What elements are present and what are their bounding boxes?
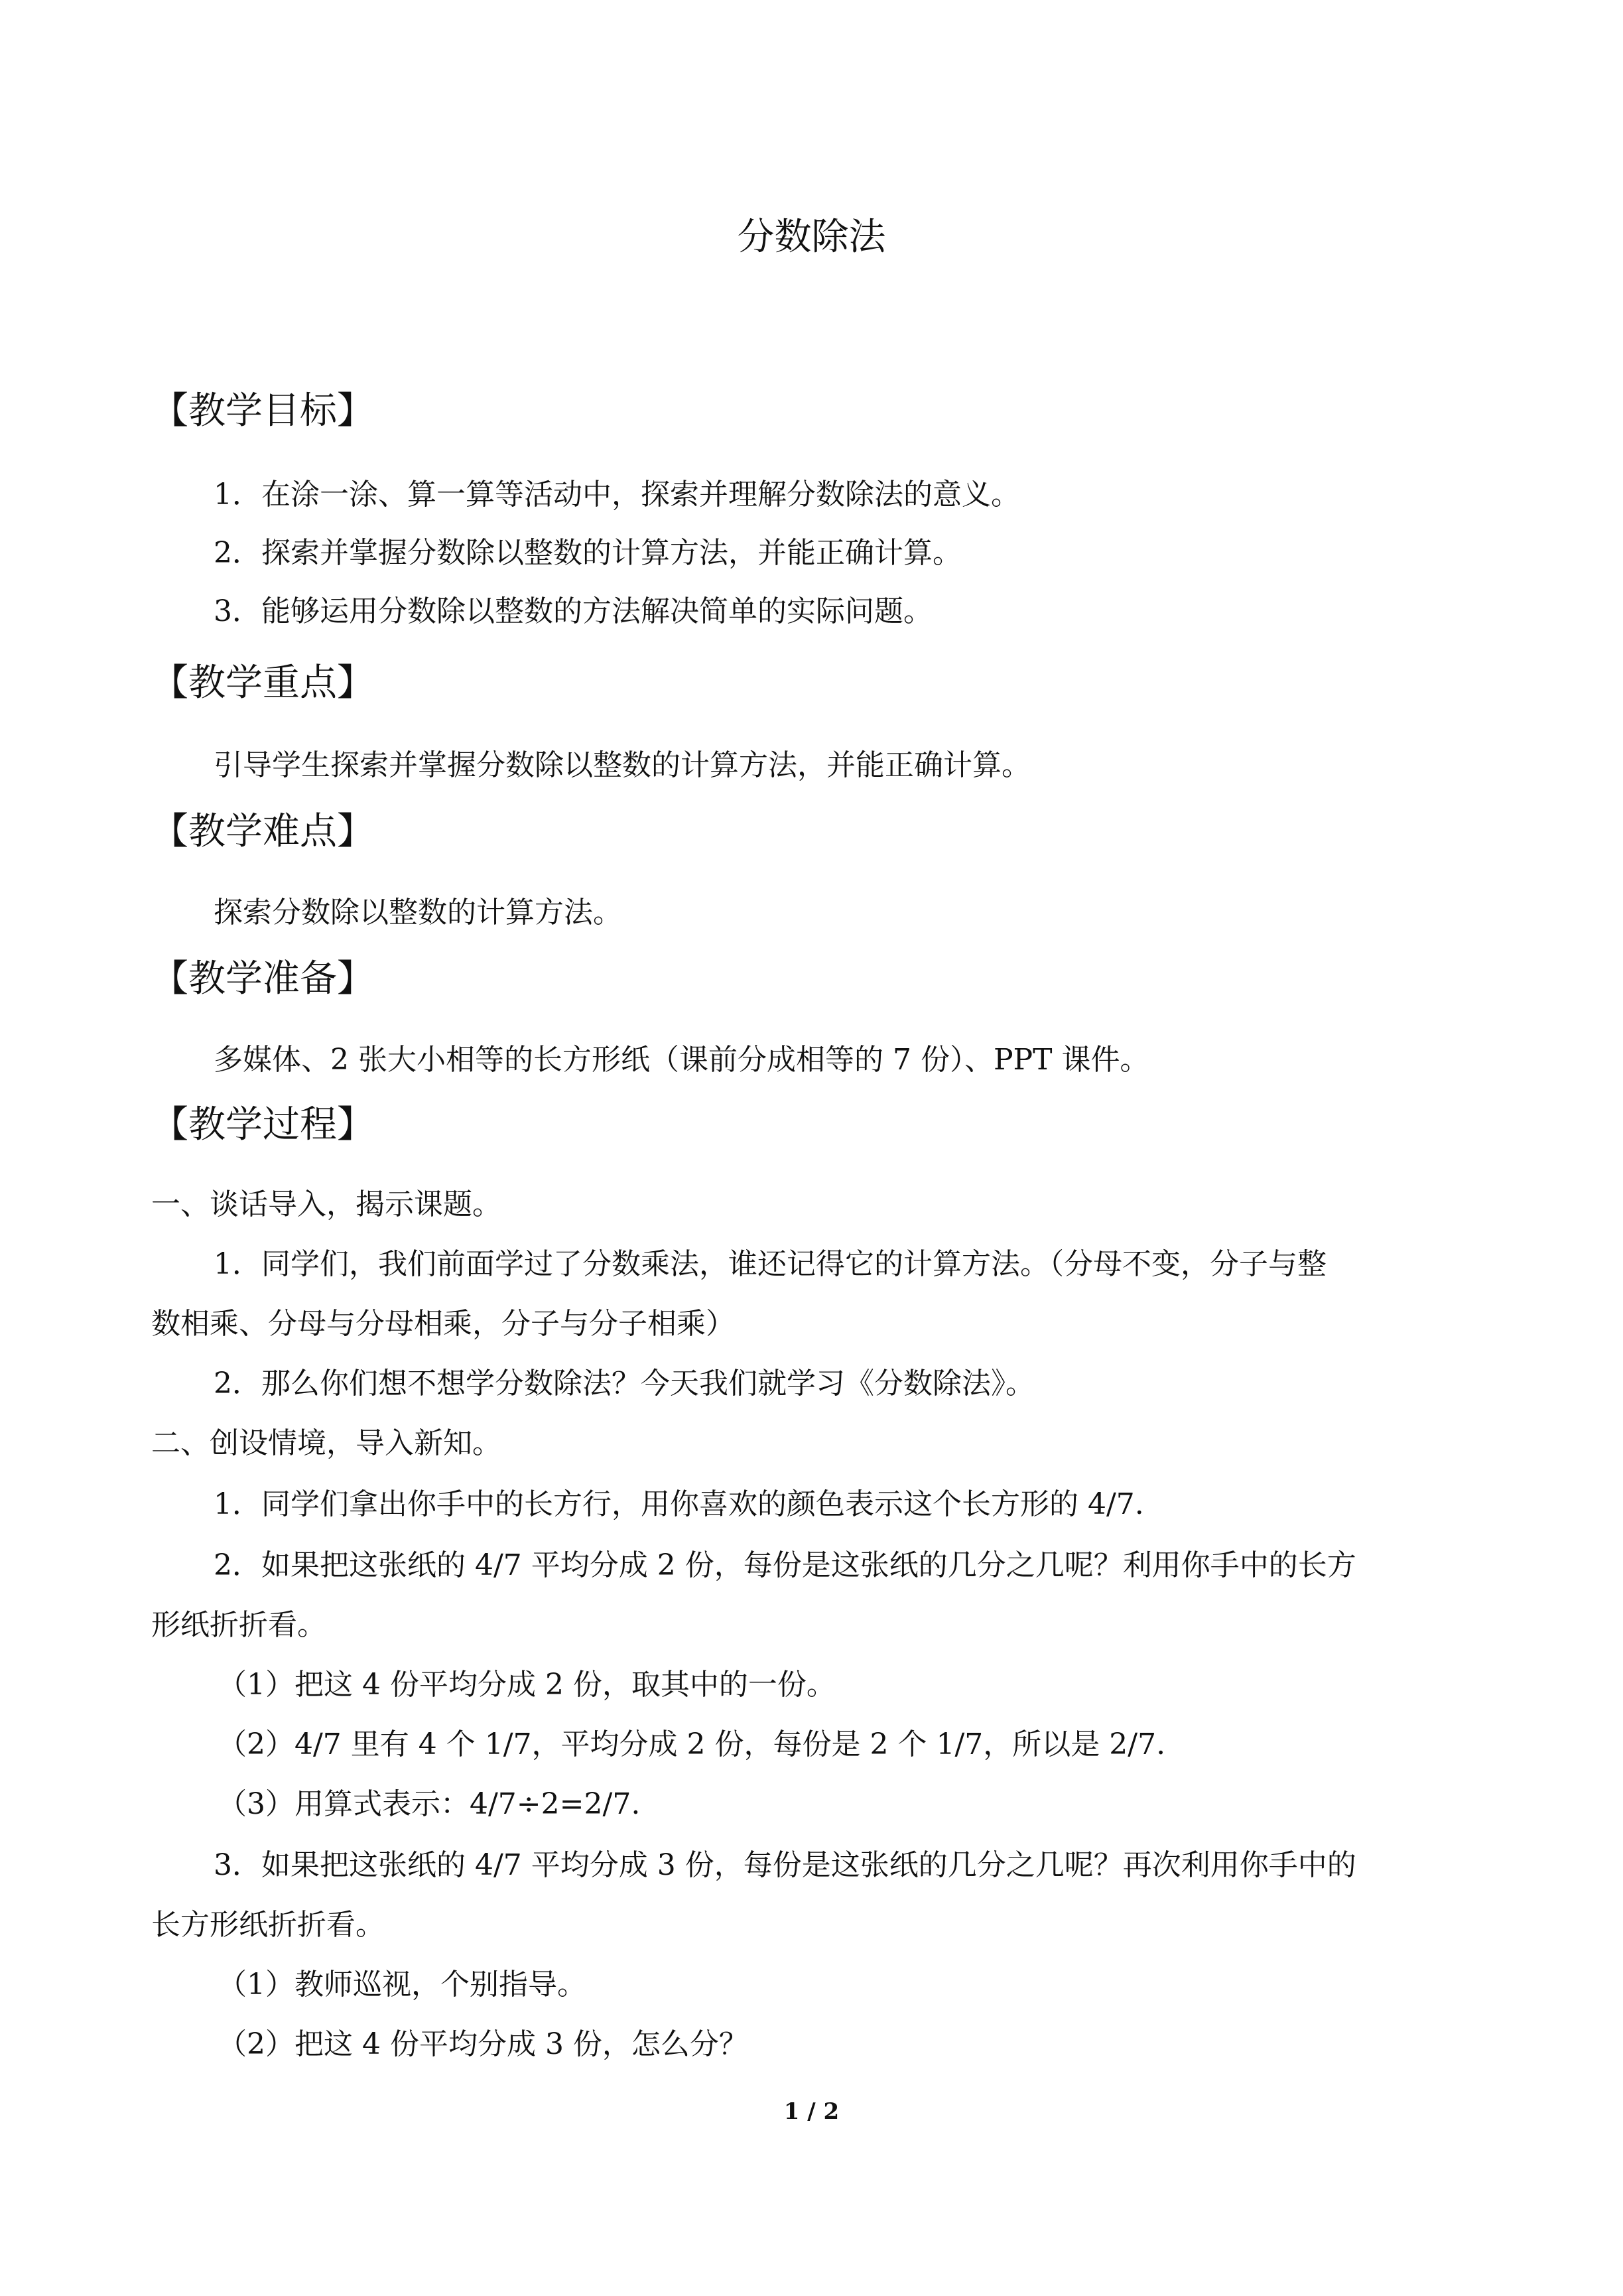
process-item-continuation: 数相乘、分母与分母相乘，分子与分子相乘） bbox=[151, 1307, 735, 1341]
section-heading-key: 【教学重点】 bbox=[151, 661, 374, 705]
process-part-title: 一、谈话导入，揭示课题。 bbox=[151, 1187, 501, 1221]
difficulty-text: 探索分数除以整数的计算方法。 bbox=[214, 896, 622, 929]
process-item-continuation: 形纸折折看。 bbox=[151, 1608, 326, 1642]
section-heading-process: 【教学过程】 bbox=[151, 1103, 374, 1146]
process-subitem: （3）用算式表示：4/7÷2=2/7. bbox=[218, 1787, 641, 1821]
process-part-title: 二、创设情境，导入新知。 bbox=[151, 1426, 501, 1460]
process-item: 2．如果把这张纸的 4/7 平均分成 2 份，每份是这张纸的几分之几呢？利用你手中的长方 bbox=[214, 1548, 1356, 1582]
process-subitem: （1）教师巡视，个别指导。 bbox=[218, 1968, 586, 2001]
goal-item: 3．能够运用分数除以整数的方法解决简单的实际问题。 bbox=[214, 594, 933, 628]
page-title: 分数除法 bbox=[737, 216, 886, 259]
section-heading-prep: 【教学准备】 bbox=[151, 957, 374, 1000]
page-number: 1 / 2 bbox=[783, 2098, 840, 2125]
process-item: 1．同学们，我们前面学过了分数乘法，谁还记得它的计算方法。（分母不变，分子与整 bbox=[214, 1247, 1327, 1281]
goal-item: 2．探索并掌握分数除以整数的计算方法，并能正确计算。 bbox=[214, 536, 962, 570]
process-subitem: （2）把这 4 份平均分成 3 份，怎么分？ bbox=[218, 2027, 748, 2061]
section-heading-difficulty: 【教学难点】 bbox=[151, 810, 374, 853]
section-heading-goals: 【教学目标】 bbox=[151, 389, 374, 433]
process-item: 3．如果把这张纸的 4/7 平均分成 3 份，每份是这张纸的几分之几呢？再次利用你手中的 bbox=[214, 1848, 1356, 1882]
goal-item: 1．在涂一涂、算一算等活动中，探索并理解分数除法的意义。 bbox=[214, 478, 1020, 511]
process-item-continuation: 长方形纸折折看。 bbox=[151, 1908, 385, 1942]
prep-text: 多媒体、2 张大小相等的长方形纸（课前分成相等的 7 份）、PPT 课件。 bbox=[214, 1043, 1149, 1077]
process-subitem: （2）4/7 里有 4 个 1/7，平均分成 2 份，每份是 2 个 1/7，所以是 2/7. bbox=[218, 1727, 1166, 1761]
process-subitem: （1）把这 4 份平均分成 2 份，取其中的一份。 bbox=[218, 1668, 836, 1702]
key-text: 引导学生探索并掌握分数除以整数的计算方法，并能正确计算。 bbox=[214, 748, 1031, 782]
process-item: 1．同学们拿出你手中的长方行，用你喜欢的颜色表示这个长方形的 4/7. bbox=[214, 1487, 1144, 1521]
process-item: 2．那么你们想不想学分数除法？今天我们就学习《分数除法》。 bbox=[214, 1367, 1035, 1400]
